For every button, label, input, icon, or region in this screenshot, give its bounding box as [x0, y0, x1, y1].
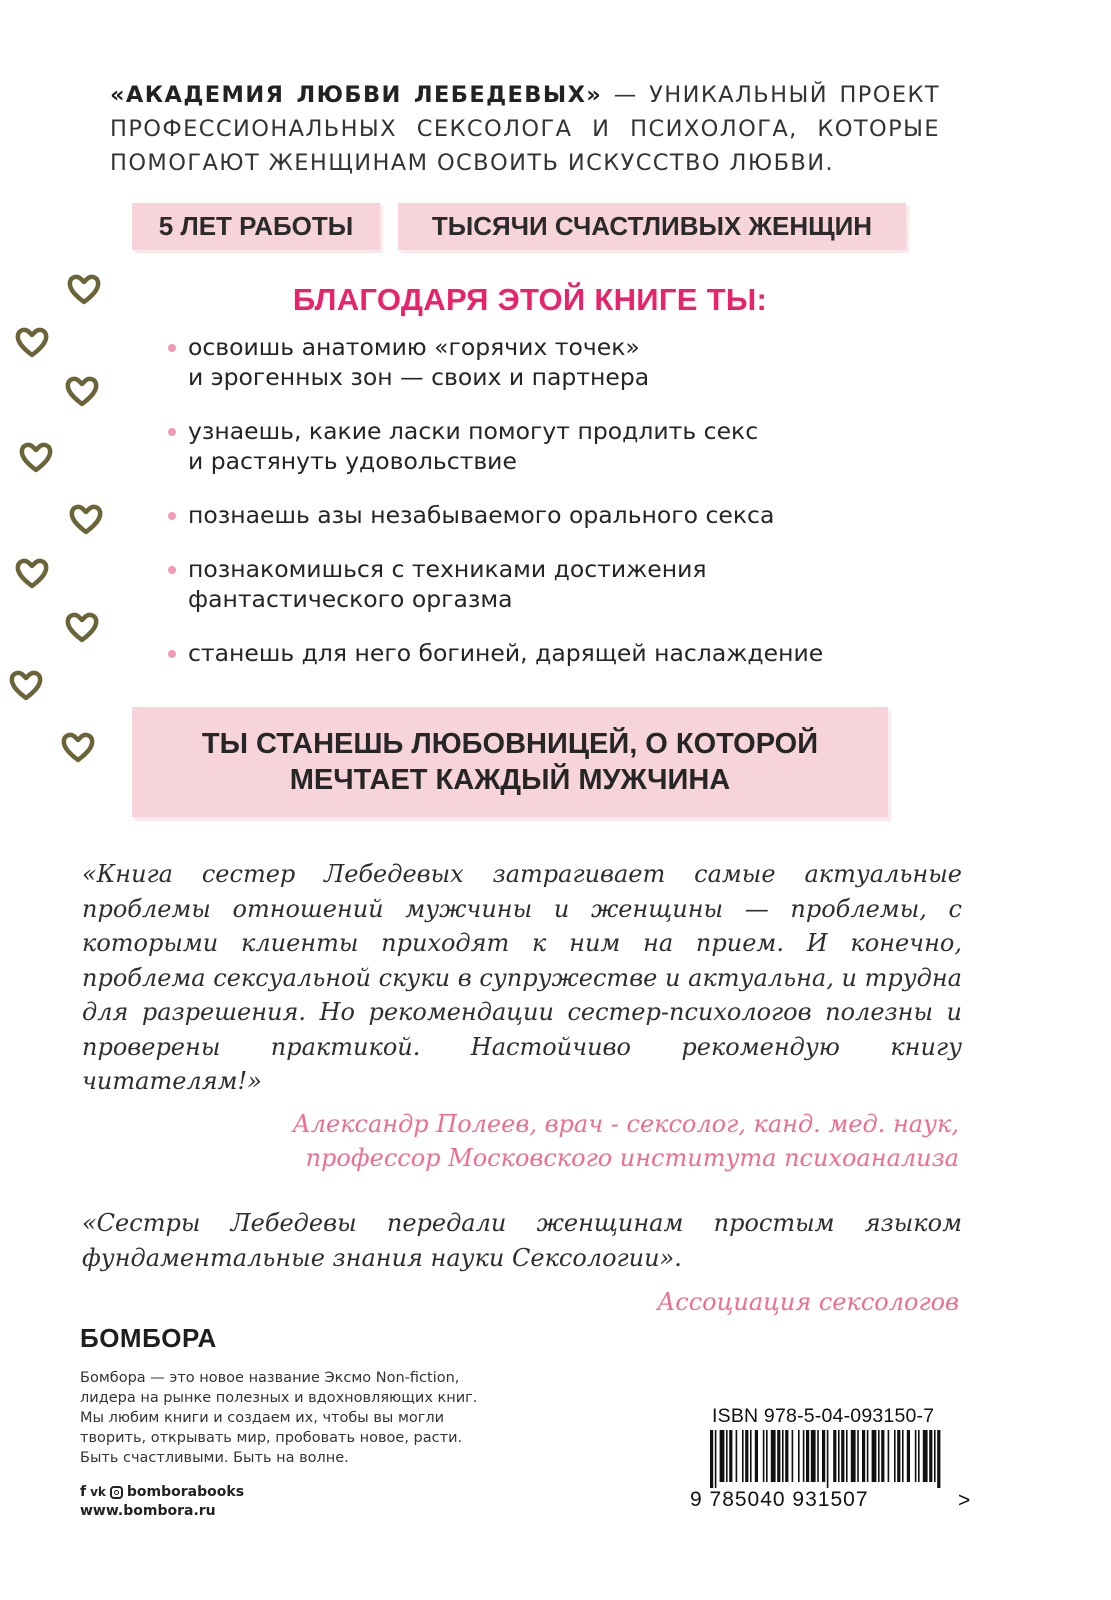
isbn-label: ISBN 978-5-04-093150-7	[712, 1405, 935, 1427]
instagram-icon[interactable]	[110, 1486, 123, 1499]
heart-icon	[8, 668, 44, 702]
list-item: станешь для него богиней, дарящей наслаждение	[166, 638, 926, 668]
heart-icon	[14, 556, 50, 590]
chip-happy-women: ТЫСЯЧИ СЧАСТЛИВЫХ ЖЕНЩИН	[398, 203, 906, 250]
heart-icon	[64, 610, 100, 644]
intro-paragraph	[110, 78, 940, 180]
facebook-icon[interactable]: f	[80, 1484, 87, 1500]
barcode-icon	[710, 1430, 950, 1488]
review-quote-2: «Сестры Лебедевы передали женщинам простым языком фундаментальные знания науки Сексологии».	[82, 1209, 962, 1272]
list-item: познаешь азы незабываемого орального секса	[166, 500, 926, 530]
heart-icon	[68, 502, 104, 536]
benefits-title: БЛАГОДАРЯ ЭТОЙ КНИГЕ ТЫ:	[292, 282, 768, 317]
heart-icon	[14, 325, 50, 359]
social-links[interactable]	[80, 1484, 244, 1500]
intro-project-name: «АКАДЕМИЯ ЛЮБВИ ЛЕБЕДЕВЫХ»	[110, 82, 603, 108]
benefits-list	[166, 332, 926, 692]
intro-description: — УНИКАЛЬНЫЙ ПРОЕКТ ПРОФЕССИОНАЛЬНЫХ СЕКСОЛОГА И ПСИХОЛОГА, КОТОРЫЕ ПОМОГАЮТ ЖЕНЩИНАМ ОСВОИТЬ ИСКУССТВО ЛЮБВИ.	[110, 82, 940, 176]
highlight-banner: ТЫ СТАНЕШЬ ЛЮБОВНИЦЕЙ, О КОТОРОЙ МЕЧТАЕТ КАЖДЫЙ МУЖЧИНА	[132, 707, 888, 817]
heart-icon	[66, 272, 102, 306]
vk-icon[interactable]: vk	[90, 1485, 106, 1499]
heart-icon	[60, 730, 96, 764]
list-item: узнаешь, какие ласки помогут продлить секс и растянуть удовольствие	[166, 416, 926, 476]
review-quote-1: «Книга сестер Лебедевых затрагивает самые актуальные проблемы отношений мужчины и женщины — проблемы, с которыми клиенты приходят к ним на прием. И конечно, проблема сексуальной скуки в супружестве и актуальна, и трудна для разрешения. Но рекомендации сестер-психологов полезны и проверены практикой. Настойчиво рекомендую книгу читателям!»	[82, 860, 962, 1095]
review-author-1: Александр Полеев, врач - сексолог, канд. мед. наук, профессор Московского института психоанализа	[292, 1110, 959, 1172]
heart-icon	[64, 374, 100, 408]
barcode-arrow: >	[958, 1489, 971, 1512]
heart-icon	[18, 440, 54, 474]
barcode-digits: 9 785040 931507	[690, 1488, 869, 1511]
publisher-about: Бомбора — это новое название Эксмо Non-fiction, лидера на рынке полезных и вдохновляющих книг. Мы любим книги и создаем их, чтобы вы могли творить, открывать мир, пробовать новое, расти. Быть счастливыми. Быть на волне.	[80, 1370, 478, 1466]
list-item: освоишь анатомию «горячих точек» и эрогенных зон — своих и партнера	[166, 332, 926, 392]
review-author-2: Ассоциация сексологов	[657, 1288, 959, 1316]
publisher-logo: БОМБОРА	[80, 1323, 217, 1353]
social-handle: bomborabooks	[126, 1484, 245, 1500]
chip-years: 5 ЛЕТ РАБОТЫ	[132, 203, 380, 250]
publisher-website[interactable]: www.bombora.ru	[80, 1503, 216, 1519]
list-item: познакомишься с техниками достижения фантастического оргазма	[166, 554, 926, 614]
